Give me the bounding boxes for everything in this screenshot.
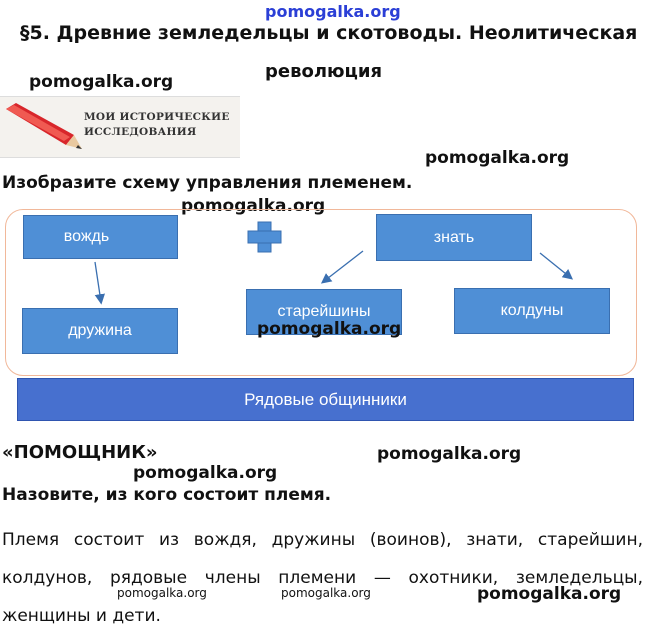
page-title: §5. Древние земледельцы и скотоводы. Неолитическая (20, 22, 638, 44)
watermark-top: pomogalka.org (265, 2, 401, 21)
watermark: pomogalka.org (257, 319, 402, 339)
watermark: pomogalka.org (281, 586, 371, 600)
answer-text: Племя состоит из вождя, дружины (воинов), знати, старейшин, колдунов, рядовые члены племени — охотники, земледельцы, женщины и дети. (2, 530, 643, 626)
arrow-vozhd-druzhina (95, 262, 101, 302)
page-title-continued: революция (265, 61, 383, 82)
arrow-znat-stareyshiny (323, 251, 363, 282)
watermark: pomogalka.org (133, 463, 278, 483)
watermark: pomogalka.org (477, 584, 622, 604)
watermark: pomogalka.org (29, 72, 174, 92)
box-znat: знать (376, 214, 532, 261)
box-stareyshiny: старейшины (246, 289, 402, 335)
watermark: pomogalka.org (181, 196, 326, 216)
bar-ryadovye: Рядовые общинники (17, 378, 634, 421)
research-badge-text: МОИ ИСТОРИЧЕСКИЕ ИССЛЕДОВАНИЯ (84, 111, 230, 138)
box-druzhina: дружина (22, 308, 178, 354)
box-vozhd: вождь (23, 215, 178, 259)
arrow-znat-kolduny (540, 253, 571, 278)
plus-icon (248, 222, 281, 252)
watermark: pomogalka.org (117, 586, 207, 600)
watermark: pomogalka.org (425, 148, 570, 168)
task-heading-tribe: Назовите, из кого состоит племя. (2, 485, 332, 505)
section-heading-helper: «ПОМОЩНИК» (2, 442, 158, 463)
watermark: pomogalka.org (377, 444, 522, 464)
task-heading-scheme: Изобразите схему управления племенем. (2, 173, 413, 193)
box-kolduny: колдуны (454, 288, 610, 334)
